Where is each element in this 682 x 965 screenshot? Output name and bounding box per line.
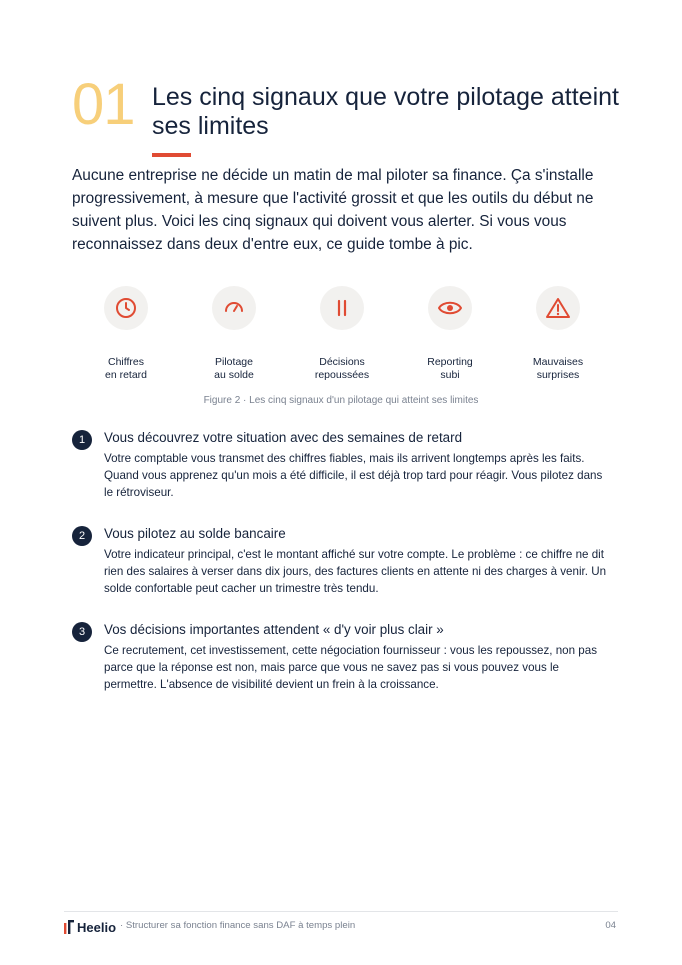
heelio-logo-icon <box>64 920 74 934</box>
figure-caption: Figure 2 · Les cinq signaux d'un pilotage qui atteint ses limites <box>203 395 479 406</box>
signal-icon-circle <box>428 286 472 330</box>
brand-name: Heelio <box>77 919 117 935</box>
item-number-badge: 3 <box>72 622 92 642</box>
signals-figure <box>72 286 612 386</box>
chapter-number: 01 <box>72 72 135 137</box>
signal-label: Décisions repoussées <box>314 356 370 381</box>
brand-logo <box>64 918 116 936</box>
signal-decisions-repoussees <box>288 286 396 382</box>
signal-pilotage-au-solde <box>180 286 288 382</box>
item-number-badge: 2 <box>72 526 92 546</box>
pause-icon <box>330 296 354 320</box>
item-body: Votre comptable vous transmet des chiffres fiables, mais ils arrivent longtemps après les faits. Quand vous apprenez qu'un mois a été difficile, il est déjà trop tard pour réagir. Vous pilotez dans le rétroviseur. <box>104 452 603 499</box>
signal-label: Reporting subi <box>427 356 473 381</box>
signal-label: Chiffres en retard <box>104 356 148 381</box>
footer-divider <box>64 911 618 912</box>
gauge-icon <box>222 296 246 320</box>
item-body: Ce recrutement, cet investissement, cette négociation fournisseur : vous les repoussez, non pas parce que la réponse est non, mais parce que vous ne savez pas si vous pouvez vous le permettre. L'absence de visibilité devient un frein à la croissance. <box>104 644 597 691</box>
chapter-title: Les cinq signaux que votre pilotage atteint ses limites <box>152 83 619 140</box>
item-title: Vous découvrez votre situation avec des semaines de retard <box>104 430 463 445</box>
signal-reporting-subi <box>396 286 504 382</box>
warning-icon <box>545 296 571 320</box>
footer-document-title: · Structurer sa fonction finance sans DAF à temps plein <box>120 920 356 931</box>
eye-icon <box>437 296 463 320</box>
intro-paragraph: Aucune entreprise ne décide un matin de mal piloter sa finance. Ça s'installe progressivement, à mesure que l'activité grossit et que les outils du début ne suivent plus. Voici les cinq signaux qui doivent vous alerter. Si vous vous reconnaissez dans deux d'entre eux, ce guide tombe à pic. <box>72 167 594 253</box>
title-accent-rule <box>152 153 191 157</box>
item-title: Vous pilotez au solde bancaire <box>104 526 286 541</box>
item-body: Votre indicateur principal, c'est le montant affiché sur votre compte. Le problème : ce chiffre ne dit rien des salaires à verser dans dix jours, des factures clients en attente ni des charges à venir. Un solde confortable peut cacher un trimestre très tendu. <box>104 548 607 595</box>
signal-icon-circle <box>212 286 256 330</box>
signal-icon-circle <box>536 286 580 330</box>
signal-icon-circle <box>320 286 364 330</box>
signal-label: Mauvaises surprises <box>532 356 584 381</box>
signal-mauvaises-surprises <box>504 286 612 382</box>
signal-icon-circle <box>104 286 148 330</box>
item-title: Vos décisions importantes attendent « d'y voir plus clair » <box>104 622 444 637</box>
signal-chiffres-en-retard <box>72 286 180 382</box>
clock-icon <box>114 296 138 320</box>
page-number: 04 <box>605 920 616 931</box>
item-number-badge: 1 <box>72 430 92 450</box>
signal-label: Pilotage au solde <box>214 356 254 381</box>
